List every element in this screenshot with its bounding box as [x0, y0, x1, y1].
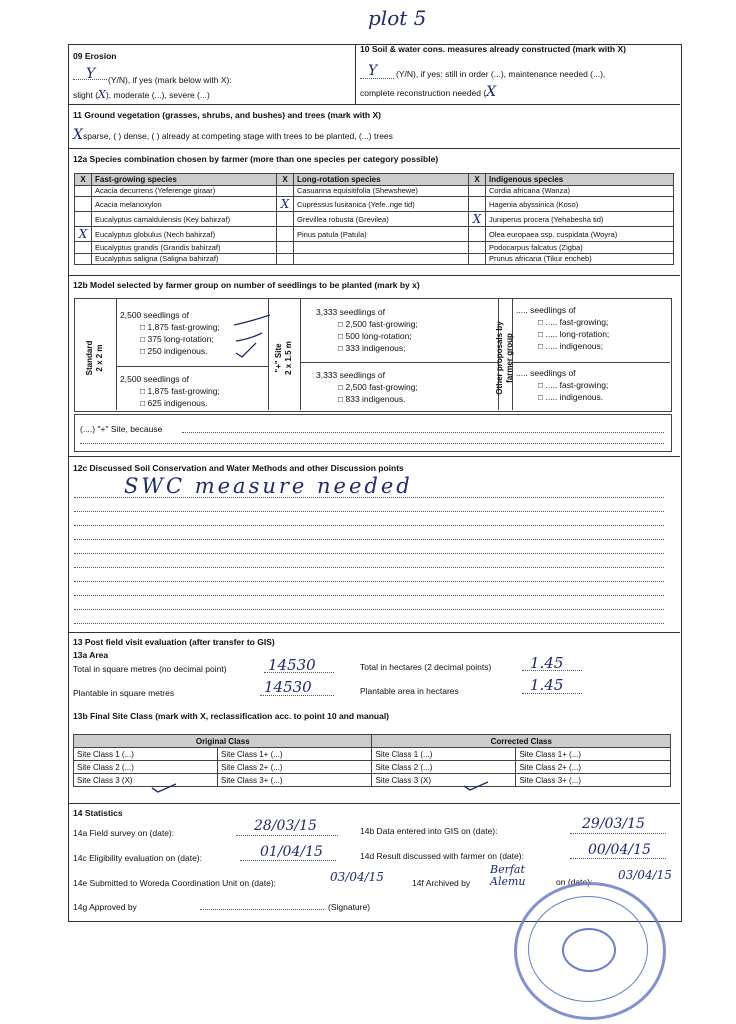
checkbox[interactable]: □	[338, 343, 346, 353]
dotted-line	[570, 833, 666, 834]
long-check[interactable]	[277, 212, 294, 227]
divider	[300, 298, 301, 410]
fast-species: Eucalyptus camaldulensis (Key bahirzaf)	[92, 212, 277, 227]
site-class-cell[interactable]: Site Class 1 (...)	[74, 748, 218, 761]
fast-species: Acacia decurrens (Yeferenge giraar)	[92, 185, 277, 197]
gis-entry-date[interactable]: 29/03/15	[582, 816, 645, 832]
discussion-line[interactable]	[74, 581, 664, 582]
check-mark-icon	[462, 780, 492, 792]
site-a-l3: 333 indigenous;	[345, 343, 406, 353]
fast-species: Eucalyptus saligna (Saligna bahirzaf)	[92, 253, 277, 265]
site-a-block	[316, 306, 418, 354]
discussion-line[interactable]	[74, 553, 664, 554]
species-row	[75, 227, 674, 242]
discussion-line[interactable]	[74, 609, 664, 610]
long-species: Casuarina equisitifolia (Shewshewe)	[294, 185, 469, 197]
erosion-title: 09 Erosion	[73, 51, 117, 61]
erosion-yn-value[interactable]: Y	[86, 66, 96, 82]
indi-check[interactable]	[469, 242, 486, 254]
site-class-table	[73, 734, 671, 787]
empty-cell	[294, 253, 469, 265]
long-check[interactable]	[277, 242, 294, 254]
std-b-l1: 1,875 fast-growing;	[147, 386, 220, 396]
check-mark-icon	[232, 313, 276, 359]
indi-species: Cordia africana (Wanza)	[486, 185, 674, 197]
indi-x-header: X	[469, 174, 486, 186]
species-table	[74, 173, 674, 265]
std-a-l2: 375 long-rotation;	[147, 334, 214, 344]
archived-by-name[interactable]: Berfat Alemu	[490, 863, 526, 888]
field-survey-date[interactable]: 28/03/15	[254, 818, 317, 834]
std-a-block	[120, 309, 220, 357]
checkbox[interactable]: □	[538, 329, 546, 339]
ground-veg-line	[73, 127, 393, 143]
discussion-note[interactable]: SWC measure needed	[124, 474, 413, 498]
model-title: 12b Model selected by farmer group on number of seedlings to be planted (mark by x)	[73, 280, 420, 290]
plantable-sqm-value[interactable]: 14530	[264, 678, 312, 696]
dotted-line	[264, 672, 334, 673]
field-survey-label: 14a Field survey on (date):	[73, 828, 175, 838]
dotted-line	[260, 695, 334, 696]
dotted-line	[240, 860, 336, 861]
site-a-l2: 500 long-rotation;	[345, 331, 412, 341]
slight-mark[interactable]: X	[98, 88, 106, 101]
fast-species: Eucalyptus globulus (Nech bahirzaf)	[92, 227, 277, 242]
checkbox[interactable]: □	[538, 392, 546, 402]
species-row	[75, 212, 674, 227]
discussion-line[interactable]	[74, 525, 664, 526]
site-b-l2: 833 indigenous.	[345, 394, 406, 404]
indi-check[interactable]: X	[469, 212, 486, 227]
other-a-block	[516, 304, 609, 352]
because-box	[74, 414, 672, 452]
divider	[300, 362, 498, 363]
site-class-cell[interactable]: Site Class 1 (...)	[372, 748, 516, 761]
indi-species: Hagenia abyssinica (Koso)	[486, 197, 674, 212]
std-a-l1: 1,875 fast-growing;	[147, 322, 220, 332]
soil-water-line1: (Y/N), if yes: still in order (...), maintenance needed (...),	[396, 69, 606, 79]
site-label: "+" Site 2 x 1.5 m	[274, 341, 293, 375]
official-stamp-emblem	[562, 928, 616, 972]
std-b-l2: 625 indigenous.	[147, 398, 208, 408]
other-a-head: ..... seedlings of	[516, 305, 576, 315]
discussion-line[interactable]	[74, 497, 664, 498]
long-check[interactable]	[277, 185, 294, 197]
fast-check[interactable]	[75, 212, 92, 227]
discussion-line[interactable]	[74, 595, 664, 596]
woreda-submission-label: 14e Submitted to Woreda Coordination Unit on (date):	[73, 878, 277, 888]
checkbox[interactable]: □	[538, 317, 546, 327]
std-b-head: 2,500 seedlings of	[120, 374, 189, 384]
other-b-l2: ..... indigenous.	[545, 392, 604, 402]
archived-on-label: on (date):	[556, 877, 593, 887]
gis-entry-label: 14b Data entered into GIS on (date):	[360, 826, 498, 836]
indi-species: Prunus africana (Tikur encheb)	[486, 253, 674, 265]
divider	[68, 803, 680, 804]
long-species: Grevillea robusta (Grevilea)	[294, 212, 469, 227]
eligibility-date[interactable]: 01/04/15	[260, 844, 323, 860]
other-a-l2: ..... long-rotation;	[545, 329, 610, 339]
long-check[interactable]	[277, 253, 294, 265]
site-b-head: 3,333 seedlings of	[316, 370, 385, 380]
soil-water-line2	[360, 84, 496, 100]
statistics-title: 14 Statistics	[73, 808, 123, 818]
erosion-line1: (Y/N), if yes (mark below with X):	[108, 75, 232, 85]
original-class-header: Original Class	[74, 735, 372, 748]
divider	[512, 362, 670, 363]
ground-veg-title: 11 Ground vegetation (grasses, shrubs, and bushes) and trees (mark with X)	[73, 110, 381, 120]
fast-x-header: X	[75, 174, 92, 186]
result-discussed-label: 14d Result discussed with farmer on (date):	[360, 851, 524, 861]
long-check[interactable]: X	[277, 197, 294, 212]
fast-check[interactable]	[75, 242, 92, 254]
moderate-severe-label: ), moderate (...), severe (...)	[105, 90, 210, 100]
std-b-block	[120, 373, 220, 409]
indi-check[interactable]	[469, 185, 486, 197]
other-label: Other proposals by farmer group	[495, 321, 514, 395]
indi-check[interactable]	[469, 197, 486, 212]
checkbox[interactable]: □	[140, 346, 148, 356]
plantable-sqm-label: Plantable in square metres	[73, 688, 175, 698]
total-sqm-label: Total in square metres (no decimal point)	[73, 664, 227, 674]
soil-water-yn-value[interactable]: Y	[368, 63, 378, 79]
handwritten-title: plot 5	[368, 6, 427, 30]
plantable-ha-value[interactable]: 1.45	[530, 676, 564, 694]
other-b-head: ..... seedlings of	[516, 368, 576, 378]
table-row	[74, 761, 671, 774]
archived-by-label: 14f Archived by	[412, 878, 471, 888]
signature-line[interactable]	[200, 909, 324, 910]
long-check[interactable]	[277, 227, 294, 242]
site-a-head: 3,333 seedlings of	[316, 307, 385, 317]
fast-header: Fast-growing species	[92, 174, 277, 186]
site-class-cell[interactable]: Site Class 3 (X)	[74, 774, 218, 787]
dotted-line	[73, 79, 107, 80]
because-label: (....) "+" Site, because	[80, 424, 163, 434]
long-x-header: X	[277, 174, 294, 186]
fast-species: Eucalyptus grandis (Grandis bahirzaf)	[92, 242, 277, 254]
site-b-block	[316, 369, 418, 405]
divider	[68, 104, 680, 105]
site-a-l1: 2,500 fast-growing;	[345, 319, 418, 329]
corrected-class-header: Corrected Class	[372, 735, 671, 748]
site-b-l1: 2,500 fast-growing;	[345, 382, 418, 392]
eligibility-label: 14c Eligibility evaluation on (date):	[73, 853, 202, 863]
site-class-cell[interactable]: Site Class 3 (X)	[372, 774, 516, 787]
indi-check[interactable]	[469, 227, 486, 242]
other-b-l1: ..... fast-growing;	[545, 380, 609, 390]
because-input[interactable]	[182, 432, 664, 433]
reconstruction-mark[interactable]: X	[486, 84, 497, 100]
divider	[116, 366, 268, 367]
because-input[interactable]	[80, 443, 664, 444]
fast-check[interactable]	[75, 185, 92, 197]
dotted-line	[522, 693, 582, 694]
site-class-title: 13b Final Site Class (mark with X, reclassification acc. to point 10 and manual)	[73, 711, 390, 721]
std-a-l3: 250 indigenous.	[147, 346, 208, 356]
check-mark-icon	[150, 782, 180, 794]
ground-veg-options: sparse, ( ) dense, ( ) already at competing stage with trees to be planted, (...) trees	[82, 131, 393, 141]
checkbox[interactable]: □	[338, 331, 346, 341]
checkbox[interactable]: □	[538, 341, 546, 351]
indi-species: Juniperus procera (Yehabesha tid)	[486, 212, 674, 227]
discussion-line[interactable]	[74, 623, 664, 624]
empty-cell	[294, 242, 469, 254]
result-discussed-date[interactable]: 00/04/15	[588, 842, 651, 858]
indi-check[interactable]	[469, 253, 486, 265]
checkbox[interactable]: □	[338, 394, 346, 404]
long-header: Long-rotation species	[294, 174, 469, 186]
checkbox[interactable]: □	[140, 386, 148, 396]
discussion-line[interactable]	[74, 511, 664, 512]
species-title: 12a Species combination chosen by farmer (more than one species per category possible)	[73, 154, 439, 164]
erosion-line2	[73, 88, 210, 101]
reconstruction-label: complete reconstruction needed (	[360, 88, 487, 98]
fast-check[interactable]	[75, 197, 92, 212]
divider	[68, 456, 680, 457]
site-class-cell[interactable]: Site Class 2+ (...)	[217, 761, 372, 774]
divider	[116, 298, 117, 410]
other-a-l1: ..... fast-growing;	[545, 317, 609, 327]
checkbox[interactable]: □	[338, 382, 346, 392]
long-species: Cupressus lusitanica (Yefe..nge tid)	[294, 197, 469, 212]
signature-label: (Signature)	[328, 902, 371, 912]
plantable-ha-label: Plantable area in hectares	[360, 686, 459, 696]
site-class-cell[interactable]: Site Class 3+ (...)	[516, 774, 671, 787]
fast-check[interactable]	[75, 253, 92, 265]
total-ha-label: Total in hectares (2 decimal points)	[360, 662, 492, 672]
slight-label: slight (	[73, 90, 99, 100]
woreda-submission-date[interactable]: 03/04/15	[330, 870, 384, 884]
fast-species: Acacia melanoxylon	[92, 197, 277, 212]
checkbox[interactable]: □	[538, 380, 546, 390]
soil-water-title: 10 Soil & water cons. measures already constructed (mark with X)	[360, 44, 626, 54]
discussion-title: 12c Discussed Soil Conservation and Water Methods and other Discussion points	[73, 463, 404, 473]
checkbox[interactable]: □	[140, 398, 148, 408]
indi-species: Olea europaea ssp. cuspidata (Woyra)	[486, 227, 674, 242]
post-visit-title: 13 Post field visit evaluation (after transfer to GIS)	[73, 637, 275, 647]
site-class-cell[interactable]: Site Class 2+ (...)	[516, 761, 671, 774]
species-row	[75, 197, 674, 212]
species-row	[75, 242, 674, 254]
total-sqm-value[interactable]: 14530	[268, 656, 316, 674]
species-row	[75, 185, 674, 197]
dotted-line	[570, 858, 666, 859]
standard-label: Standard 2 x 2 m	[85, 340, 104, 376]
other-b-block	[516, 367, 608, 403]
other-a-l3: ..... indigenous;	[545, 341, 604, 351]
sparse-mark[interactable]: X	[73, 127, 83, 143]
fast-check[interactable]: X	[75, 227, 92, 242]
checkbox[interactable]: □	[140, 322, 148, 332]
area-title: 13a Area	[73, 650, 109, 660]
site-class-cell[interactable]: Site Class 3+ (...)	[217, 774, 372, 787]
discussion-line[interactable]	[74, 539, 664, 540]
indi-header: Indigenous species	[486, 174, 674, 186]
total-ha-value[interactable]: 1.45	[530, 654, 564, 672]
checkbox[interactable]: □	[338, 319, 346, 329]
archived-date[interactable]: 03/04/15	[618, 868, 672, 882]
dotted-line	[236, 835, 338, 836]
approved-by-label: 14g Approved by	[73, 902, 137, 912]
discussion-line[interactable]	[74, 567, 664, 568]
divider	[355, 44, 356, 104]
divider	[68, 148, 680, 149]
divider	[68, 275, 680, 276]
species-row	[75, 253, 674, 265]
divider	[68, 632, 680, 633]
dotted-line	[360, 78, 394, 79]
site-class-cell[interactable]: Site Class 2 (...)	[372, 761, 516, 774]
std-a-head: 2,500 seedlings of	[120, 310, 189, 320]
site-class-cell[interactable]: Site Class 2 (...)	[74, 761, 218, 774]
site-class-cell[interactable]: Site Class 1+ (...)	[516, 748, 671, 761]
table-row	[74, 748, 671, 761]
checkbox[interactable]: □	[140, 334, 148, 344]
long-species: Pinus patula (Patula)	[294, 227, 469, 242]
indi-species: Podocarpus falcatus (Zigba)	[486, 242, 674, 254]
site-class-cell[interactable]: Site Class 1+ (...)	[217, 748, 372, 761]
dotted-line	[522, 670, 582, 671]
